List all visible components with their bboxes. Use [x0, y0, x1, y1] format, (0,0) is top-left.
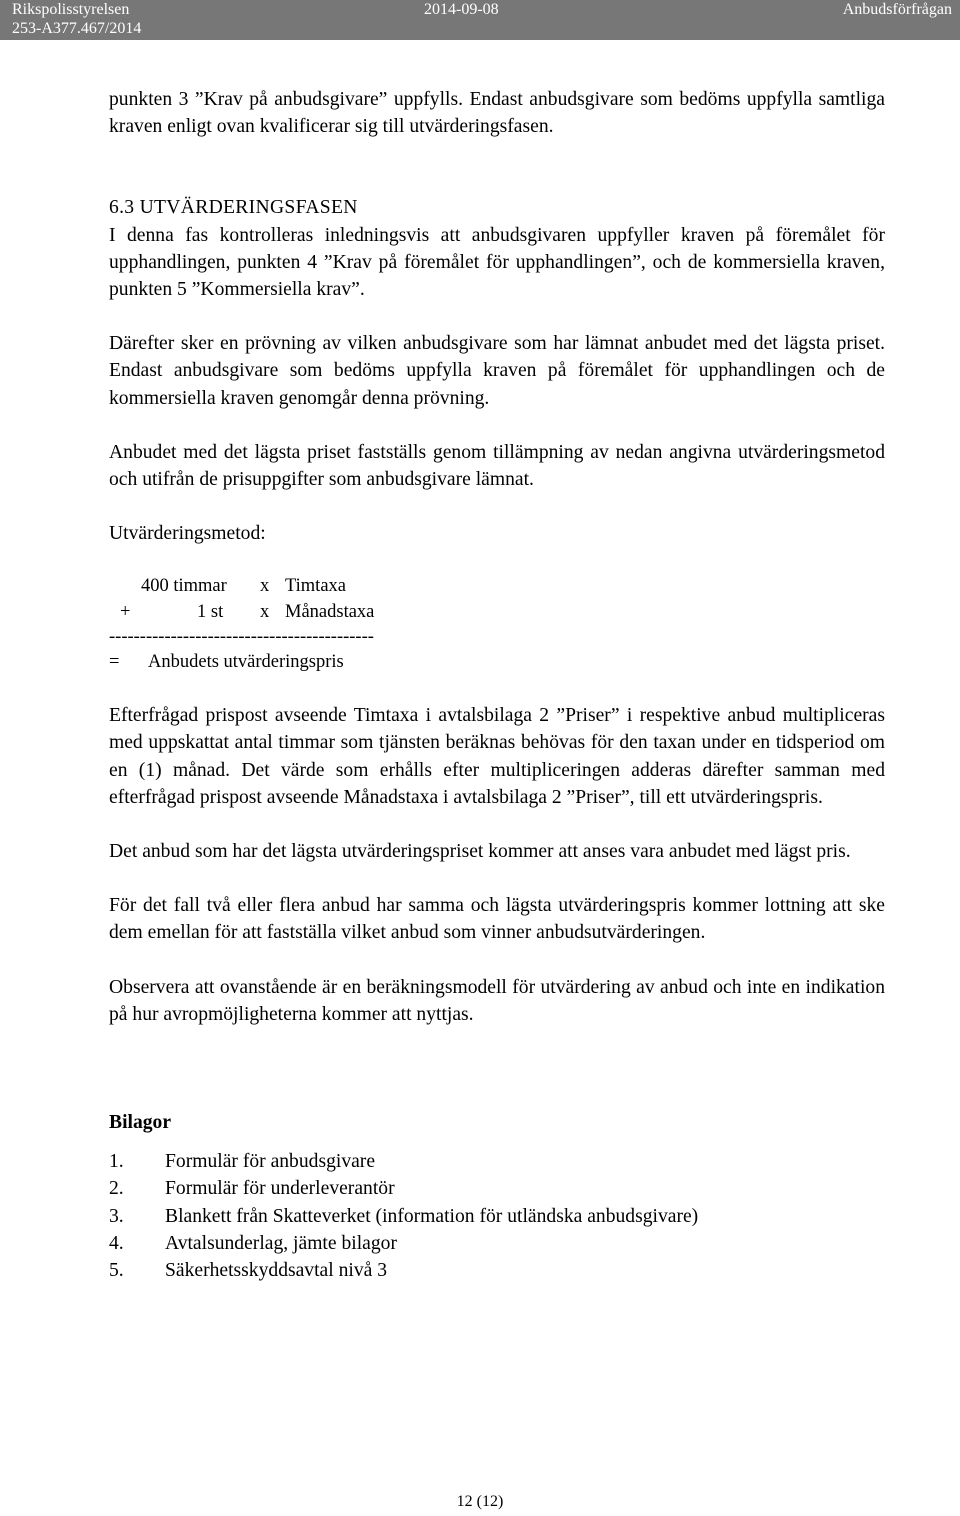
formula-operator: +: [120, 601, 131, 622]
list-item: 4. Avtalsunderlag, jämte bilagor: [109, 1232, 397, 1254]
formula-row: [109, 600, 885, 625]
formula-item: Månadstaxa: [285, 601, 375, 622]
method-heading: Utvärderingsmetod:: [109, 523, 266, 545]
header-reference: 253-A377.467/2014: [12, 20, 142, 37]
formula-quantity: 400 timmar: [141, 576, 227, 597]
formula-multiply: x: [260, 576, 270, 597]
paragraph: Observera att ovanstående är en beräkningsmodell för utvärdering av anbud och inte en indikation på hur avropmöjligheterna kommer att nyttjas.: [109, 976, 885, 1025]
paragraph: Anbudet med det lägsta priset fastställs genom tillämpning av nedan angivna utvärderingsmetod och utifrån de prisuppgifter som anbudsgivare lämnat.: [109, 441, 885, 491]
formula-result: [109, 650, 885, 675]
header-date: 2014-09-08: [424, 1, 499, 18]
formula-result-text: Anbudets utvärderingspris: [148, 652, 344, 672]
formula-equals: =: [109, 652, 120, 672]
attachments-list: [109, 1148, 885, 1284]
header-doc-title: Anbudsförfrågan: [842, 1, 952, 18]
page-header: [0, 0, 960, 40]
intro-paragraph: punkten 3 ”Krav på anbudsgivare” uppfylls. Endast anbudsgivare som bedöms uppfylla samtliga kraven enligt ovan kvalificerar sig till utvärderingsfasen.: [109, 89, 885, 138]
document-body: [109, 86, 885, 1284]
list-item: 5. Säkerhetsskyddsavtal nivå 3: [109, 1259, 388, 1281]
header-organization: Rikspolisstyrelsen: [12, 1, 130, 18]
formula-divider: -------------------------------------------: [109, 626, 374, 647]
formula-row: [109, 574, 885, 599]
paragraph: Det anbud som har det lägsta utvärderingspriset kommer att anses vara anbudet med lägst pris.: [109, 841, 851, 862]
list-item: 3. Blankett från Skatteverket (information för utländska anbudsgivare): [109, 1205, 699, 1227]
paragraph: Därefter sker en prövning av vilken anbudsgivare som har lämnat anbudet med det lägsta priset. Endast anbudsgivare som bedöms uppfylla kraven på föremålet för upphandlingen och de kommersiella kraven genomgår denna prövning.: [109, 333, 885, 409]
formula-quantity: 1 st: [197, 601, 224, 622]
paragraph: För det fall två eller flera anbud har samma och lägsta utvärderingspris kommer lottning att ske dem emellan för att fastställa vilket anbud som vinner anbudsutvärderingen.: [109, 895, 885, 944]
evaluation-formula: [109, 574, 885, 675]
formula-item: Timtaxa: [285, 576, 346, 597]
attachments-heading: Bilagor: [109, 1112, 172, 1134]
section-heading: 6.3 UTVÄRDERINGSFASEN: [109, 197, 358, 219]
paragraph: Efterfrågad prispost avseende Timtaxa i avtalsbilaga 2 ”Priser” i respektive anbud multipliceras med uppskattat antal timmar som tjänsten beräknas behövas för den taxan under en tidsperiod om en (1) månad. Det värde som erhålls efter multipliceringen adderas därefter samman med efterfrågad prispost avseende Månadstaxa i avtalsbilaga 2 ”Priser”, till ett utvärderingspris.: [109, 705, 885, 808]
paragraph: I denna fas kontrolleras inledningsvis att anbudsgivaren uppfyller kraven på föremålet för upphandlingen, punkten 4 ”Krav på föremålet för upphandlingen”, och de kommersiella kraven, punkten 5 ”Kommersiella krav”.: [109, 224, 885, 301]
formula-multiply: x: [260, 601, 270, 622]
list-item: 1. Formulär för anbudsgivare: [109, 1151, 376, 1173]
page-number: 12 (12): [456, 1493, 504, 1510]
list-item: 2. Formulär för underleverantör: [109, 1178, 395, 1200]
